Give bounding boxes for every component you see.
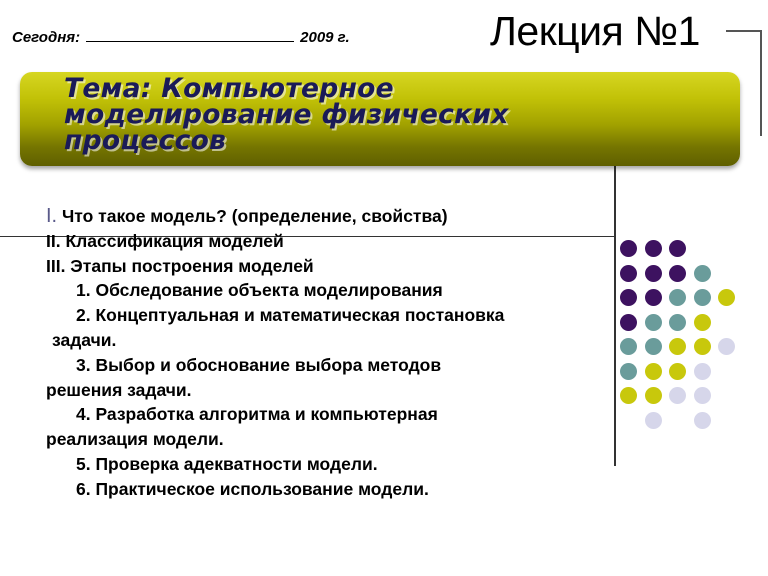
- decorative-dot: [645, 240, 662, 257]
- decorative-dot: [645, 363, 662, 380]
- decorative-dot: [620, 289, 637, 306]
- topic-banner: [20, 72, 740, 166]
- outline-item-1: [46, 204, 616, 229]
- decorative-dot: [620, 240, 637, 257]
- decorative-dot: [718, 289, 735, 306]
- topic-line-2: моделирование физических: [64, 99, 509, 130]
- decorative-dot: [620, 265, 637, 282]
- decorative-dot: [645, 387, 662, 404]
- decorative-dot: [694, 314, 711, 331]
- decorative-dot: [694, 412, 711, 429]
- lecture-title: Лекция №1: [490, 8, 700, 54]
- decorative-dot: [645, 289, 662, 306]
- decorative-dot: [669, 363, 686, 380]
- decorative-dot: [718, 338, 735, 355]
- decorative-dot: [645, 338, 662, 355]
- date-line: [12, 28, 350, 46]
- topic-line-1: Тема: Компьютерное: [64, 73, 394, 104]
- decorative-dot: [694, 265, 711, 282]
- decorative-dot: [669, 338, 686, 355]
- decorative-dot: [669, 387, 686, 404]
- date-suffix: 2009 г.: [300, 29, 350, 46]
- lecture-outline: [46, 204, 616, 502]
- decorative-dot: [669, 240, 686, 257]
- decorative-dot: [645, 265, 662, 282]
- decorative-dot: [620, 363, 637, 380]
- date-prefix: Сегодня:: [12, 29, 81, 46]
- outline-step-6: 6. Практическое использование модели.: [76, 478, 429, 499]
- date-blank-underline: [86, 28, 294, 42]
- decorative-dot: [620, 387, 637, 404]
- outline-step-2-continued: задачи.: [52, 329, 117, 350]
- topic-line-3: процессов: [64, 125, 227, 156]
- frame-line-top: [726, 30, 761, 32]
- decorative-dot: [669, 265, 686, 282]
- outline-item-1-number: I.: [46, 205, 58, 227]
- outline-step-4: 4. Разработка алгоритма и компьютерная: [76, 404, 438, 425]
- decorative-dot: [669, 314, 686, 331]
- frame-line-right: [760, 30, 762, 136]
- outline-step-1: 1. Обследование объекта моделирования: [76, 280, 443, 301]
- decorative-dot: [620, 338, 637, 355]
- outline-step-3-continued: решения задачи.: [46, 379, 192, 400]
- topic-title: [64, 73, 584, 156]
- outline-step-2: 2. Концептуальная и математическая постановка: [76, 305, 505, 326]
- outline-step-3: 3. Выбор и обоснование выбора методов: [76, 354, 442, 375]
- decorative-dot: [645, 412, 662, 429]
- outline-item-1-text: Что такое модель? (определение, свойства): [57, 206, 448, 226]
- outline-step-4-continued: реализация модели.: [46, 429, 224, 450]
- decorative-dot: [694, 289, 711, 306]
- decorative-dot: [694, 387, 711, 404]
- decorative-dot: [694, 338, 711, 355]
- decorative-dot: [620, 314, 637, 331]
- outline-item-2: II. Классификация моделей: [46, 230, 284, 251]
- decorative-dot: [669, 289, 686, 306]
- decorative-dot: [694, 363, 711, 380]
- outline-step-5: 5. Проверка адекватности модели.: [76, 453, 378, 474]
- decorative-dot-grid: [620, 240, 750, 440]
- outline-item-3: III. Этапы построения моделей: [46, 255, 314, 276]
- decorative-dot: [645, 314, 662, 331]
